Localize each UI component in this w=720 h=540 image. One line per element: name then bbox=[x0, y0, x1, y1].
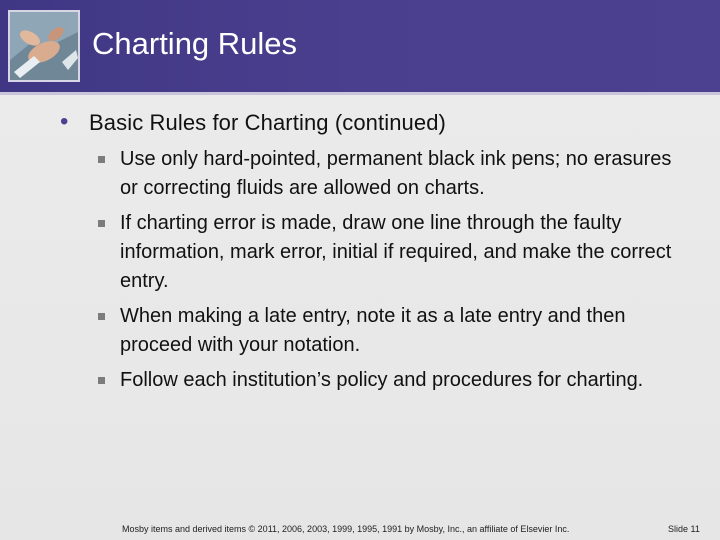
sub-point-text: Use only hard-pointed, permanent black ink pens; no erasures or correcting fluids are allowed on charts. bbox=[120, 148, 672, 199]
square-bullet-icon bbox=[98, 377, 105, 384]
slide-title: Charting Rules bbox=[92, 26, 298, 61]
sub-point-item bbox=[112, 209, 692, 296]
sub-point-text: Follow each institution’s policy and procedures for charting. bbox=[120, 369, 644, 391]
sub-point-text: When making a late entry, note it as a late entry and then proceed with your notation. bbox=[120, 305, 626, 356]
sub-point-item bbox=[112, 366, 692, 395]
main-point-text: Basic Rules for Charting (continued) bbox=[89, 110, 446, 135]
square-bullet-icon bbox=[98, 156, 105, 163]
square-bullet-icon bbox=[98, 313, 105, 320]
main-bullet-marker: • bbox=[60, 108, 69, 135]
slide-number: Slide 11 bbox=[668, 524, 700, 534]
sub-point-text: If charting error is made, draw one line through the faulty information, mark error, initial if required, and make the correct entry. bbox=[120, 212, 672, 292]
footer-copyright: Mosby items and derived items © 2011, 2006, 2003, 1999, 1995, 1991 by Mosby, Inc., an affiliate of Elsevier Inc. bbox=[122, 524, 570, 534]
hands-photo-illustration bbox=[10, 12, 78, 80]
square-bullet-icon bbox=[98, 220, 105, 227]
sub-point-item bbox=[112, 145, 692, 203]
header-divider bbox=[0, 92, 720, 95]
sub-point-item bbox=[112, 302, 692, 360]
sub-point-list bbox=[112, 145, 692, 401]
header-photo-hands-image bbox=[8, 10, 80, 82]
